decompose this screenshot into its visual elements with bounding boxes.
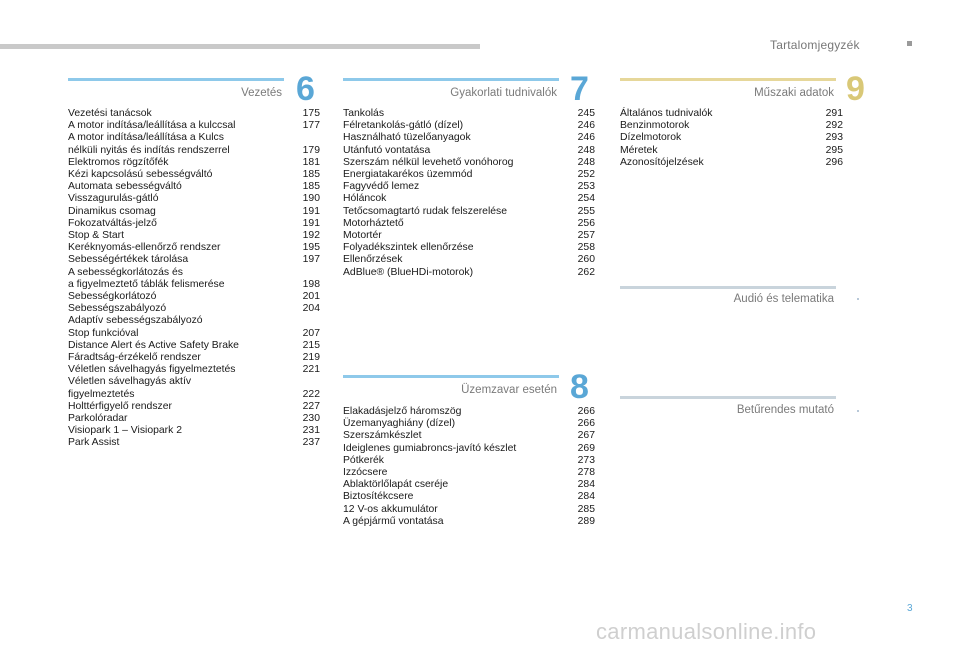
toc-entry-title: Szerszám nélkül levehető vonóhorog [343,156,514,168]
toc-entry[interactable] [343,467,595,479]
toc-entry[interactable] [620,157,843,169]
toc-entry[interactable] [343,108,595,120]
toc-entry-page: 273 [577,454,595,466]
toc-entry[interactable] [343,516,595,528]
toc-entry-title: Azonosítójelzések [620,156,704,168]
toc-entry[interactable] [68,254,320,266]
toc-entry-page: 258 [577,242,595,254]
toc-entry-title: Parkolóradar [68,413,128,425]
toc-entry-title: Ideiglenes gumiabroncs-javító készlet [343,442,517,454]
toc-entry-title: Biztosítékcsere [343,491,414,503]
toc-entry-page: 256 [577,217,595,229]
toc-entry[interactable] [343,120,595,132]
section-8-list [343,406,595,528]
toc-entry-title: Üzemanyaghiány (dízel) [343,418,456,430]
section-6-list [68,108,320,450]
toc-entry[interactable] [343,218,595,230]
toc-entry-page: 266 [577,406,595,417]
toc-entry-page: 207 [302,327,320,339]
section-6-number: 6 [296,70,315,108]
toc-entry-title: Méretek [620,144,658,156]
toc-entry[interactable] [343,443,595,455]
toc-entry[interactable] [343,181,595,193]
toc-entry-title: 12 V-os akkumulátor [343,503,438,515]
toc-entry-page: 262 [577,266,595,278]
toc-entry-title: Véletlen sávelhagyás figyelmeztetés [68,364,236,376]
toc-entry-page: 185 [302,181,320,193]
section-6-title: Vezetés [241,87,282,99]
toc-entry-title: Keréknyomás-ellenőrző rendszer [68,242,221,254]
toc-entry[interactable] [68,364,320,376]
section-9-bar [620,78,836,81]
toc-entry-page: 175 [302,108,320,119]
toc-entry[interactable] [68,291,320,303]
toc-entry-title: Elektromos rögzítőfék [68,156,169,168]
toc-entry-page: 255 [577,205,595,217]
toc-entry-page: 248 [577,156,595,168]
toc-entry-title: Ellenőrzések [343,254,403,266]
toc-entry[interactable] [620,132,843,144]
toc-entry-title: Tankolás [343,108,385,119]
toc-entry-title: Benzinmotorok [620,120,690,132]
toc-entry[interactable] [343,406,595,418]
toc-entry-title: A motor indítása/leállítása a kulccsal [68,120,236,132]
index-section-bar [620,396,836,399]
toc-entry[interactable] [68,267,320,291]
toc-entry[interactable] [343,455,595,467]
toc-entry-title: Véletlen sávelhagyás aktív figyelmeztetés [68,376,192,400]
toc-entry[interactable] [68,181,320,193]
toc-entry-page: 246 [577,132,595,144]
toc-entry-page: 230 [302,413,320,425]
toc-entry-page: 215 [302,339,320,351]
page-number: 3 [907,603,913,614]
toc-entry-page: 254 [577,193,595,205]
toc-entry-page: 278 [577,467,595,479]
toc-entry-page: 221 [302,364,320,376]
toc-entry-title: Fagyvédő lemez [343,181,420,193]
toc-entry-title: Általános tudnivalók [620,108,713,119]
toc-entry-title: Sebességértékek tárolása [68,254,189,266]
toc-entry-page: 179 [302,144,320,156]
toc-entry-title: Használható tüzelőanyagok [343,132,471,144]
toc-entry-page: 231 [302,425,320,437]
toc-entry-page: 248 [577,144,595,156]
toc-entry-page: 267 [577,430,595,442]
toc-entry-title: A motor indítása/leállítása a Kulcs nélküli nyitás és indítás rendszerrel [68,132,230,156]
toc-entry-page: 284 [577,479,595,491]
toc-entry-title: Pótkerék [343,454,385,466]
toc-entry-title: Folyadékszintek ellenőrzése [343,242,474,254]
toc-entry[interactable] [68,303,320,315]
watermark: carmanualsonline.info [596,619,817,644]
toc-entry-page: 195 [302,242,320,254]
toc-entry-page: 177 [302,120,320,132]
toc-entry[interactable] [68,242,320,254]
toc-entry-title: Sebességkorlátozó [68,291,157,303]
toc-entry-page: 269 [577,442,595,454]
toc-entry-title: Holttérfigyelő rendszer [68,400,172,412]
toc-entry[interactable] [68,218,320,230]
toc-entry-title: Elakadásjelző háromszög [343,406,462,417]
toc-entry-page: 222 [302,388,320,400]
toc-entry-page: 253 [577,181,595,193]
toc-entry[interactable] [68,132,320,156]
section-6-bar [68,78,284,81]
toc-entry[interactable] [343,267,595,279]
toc-entry-page: 284 [577,491,595,503]
toc-entry[interactable] [68,401,320,413]
toc-entry-page: 181 [302,156,320,168]
toc-entry-title: Park Assist [68,437,120,449]
toc-entry[interactable] [68,315,320,339]
section-9-number: 9 [846,70,865,108]
page-header-title: Tartalomjegyzék [770,38,860,52]
toc-entry-title: Motorháztető [343,217,404,229]
toc-entry-page: 296 [825,156,843,168]
toc-entry-page: 292 [825,120,843,132]
toc-entry-title: Sebességszabályozó [68,303,167,315]
toc-entry-page: 246 [577,120,595,132]
toc-entry-title: Adaptív sebességszabályozó Stop funkcióval [68,315,203,339]
toc-entry[interactable] [343,157,595,169]
toc-entry-title: Fokozatváltás-jelző [68,217,157,229]
toc-entry[interactable] [343,193,595,205]
toc-entry[interactable] [343,230,595,242]
toc-entry-page: 201 [302,291,320,303]
toc-entry-page: 266 [577,418,595,430]
toc-entry[interactable] [343,418,595,430]
toc-entry-page: 192 [302,230,320,242]
toc-entry-title: A sebességkorlátozás és a figyelmeztető táblák felismerése [68,266,225,290]
toc-entry-page: 260 [577,254,595,266]
toc-entry[interactable] [343,242,595,254]
toc-entry-page: 227 [302,400,320,412]
toc-entry[interactable] [343,504,595,516]
toc-entry-page: 237 [302,437,320,449]
toc-entry-page: 191 [302,217,320,229]
section-8-bar [343,375,559,378]
toc-entry-title: Ablaktörlőlapát cseréje [343,479,449,491]
toc-entry[interactable] [68,169,320,181]
toc-entry[interactable] [343,206,595,218]
toc-entry-page: 185 [302,169,320,181]
toc-entry[interactable] [68,193,320,205]
section-9-list [620,108,843,169]
toc-entry-title: Stop & Start [68,230,125,242]
toc-entry[interactable] [343,169,595,181]
toc-entry-page: 285 [577,503,595,515]
section-7-bar [343,78,559,81]
index-section-marker [857,410,859,412]
header-marker [907,41,912,46]
toc-entry-title: Hóláncok [343,193,387,205]
section-9-title: Műszaki adatok [754,87,834,99]
section-8-title: Üzemzavar esetén [461,384,557,396]
toc-entry-title: Motortér [343,230,382,242]
toc-entry-title: Izzócsere [343,467,388,479]
audio-section-bar [620,286,836,289]
toc-entry-page: 245 [577,108,595,119]
toc-entry-title: Utánfutó vontatása [343,144,431,156]
toc-entry-title: A gépjármű vontatása [343,515,444,527]
toc-entry-title: Szerszámkészlet [343,430,422,442]
toc-entry[interactable] [68,108,320,120]
toc-entry-title: Energiatakarékos üzemmód [343,169,473,181]
toc-entry[interactable] [68,157,320,169]
section-7-list [343,108,595,279]
toc-entry-title: Tetőcsomagtartó rudak felszerelése [343,205,508,217]
toc-entry[interactable] [68,230,320,242]
toc-entry-title: Dízelmotorok [620,132,682,144]
toc-entry[interactable] [68,352,320,364]
toc-entry-title: Félretankolás-gátló (dízel) [343,120,464,132]
toc-entry[interactable] [68,376,320,400]
section-7-number: 7 [570,70,589,108]
toc-entry-page: 252 [577,169,595,181]
toc-entry-page: 197 [302,254,320,266]
toc-entry-title: Dinamikus csomag [68,205,156,217]
toc-entry[interactable] [68,413,320,425]
toc-entry-title: Automata sebességváltó [68,181,182,193]
toc-entry[interactable] [343,254,595,266]
toc-entry-title: Fáradtság-érzékelő rendszer [68,352,201,364]
toc-entry-page: 198 [302,278,320,290]
toc-entry-title: Vezetési tanácsok [68,108,152,119]
toc-entry-page: 191 [302,205,320,217]
toc-entry-page: 289 [577,515,595,527]
toc-entry-title: Visiopark 1 – Visiopark 2 [68,425,182,437]
toc-entry[interactable] [343,479,595,491]
index-section-title: Betűrendes mutató [736,404,834,416]
toc-entry[interactable] [620,145,843,157]
header-bar [0,44,480,49]
toc-entry[interactable] [343,491,595,503]
toc-entry[interactable] [620,108,843,120]
audio-section-marker [857,298,859,300]
toc-entry-page: 219 [302,352,320,364]
toc-entry[interactable] [620,120,843,132]
audio-section-title: Audió és telematika [733,293,834,305]
toc-entry[interactable] [68,425,320,437]
toc-entry[interactable] [68,120,320,132]
section-7-title: Gyakorlati tudnivalók [450,87,557,99]
toc-entry[interactable] [343,145,595,157]
toc-entry-title: Distance Alert és Active Safety Brake [68,339,239,351]
toc-entry[interactable] [343,132,595,144]
toc-entry-page: 190 [302,193,320,205]
toc-entry-title: AdBlue® (BlueHDi-motorok) [343,266,474,278]
toc-entry[interactable] [343,430,595,442]
toc-entry-page: 293 [825,132,843,144]
toc-entry[interactable] [68,437,320,449]
toc-entry-title: Kézi kapcsolású sebességváltó [68,169,213,181]
toc-entry[interactable] [68,206,320,218]
toc-entry-title: Visszagurulás-gátló [68,193,159,205]
toc-entry-page: 257 [577,230,595,242]
toc-entry-page: 295 [825,144,843,156]
toc-entry-page: 291 [825,108,843,119]
section-8-number: 8 [570,368,589,406]
toc-entry-page: 204 [302,303,320,315]
toc-entry[interactable] [68,340,320,352]
